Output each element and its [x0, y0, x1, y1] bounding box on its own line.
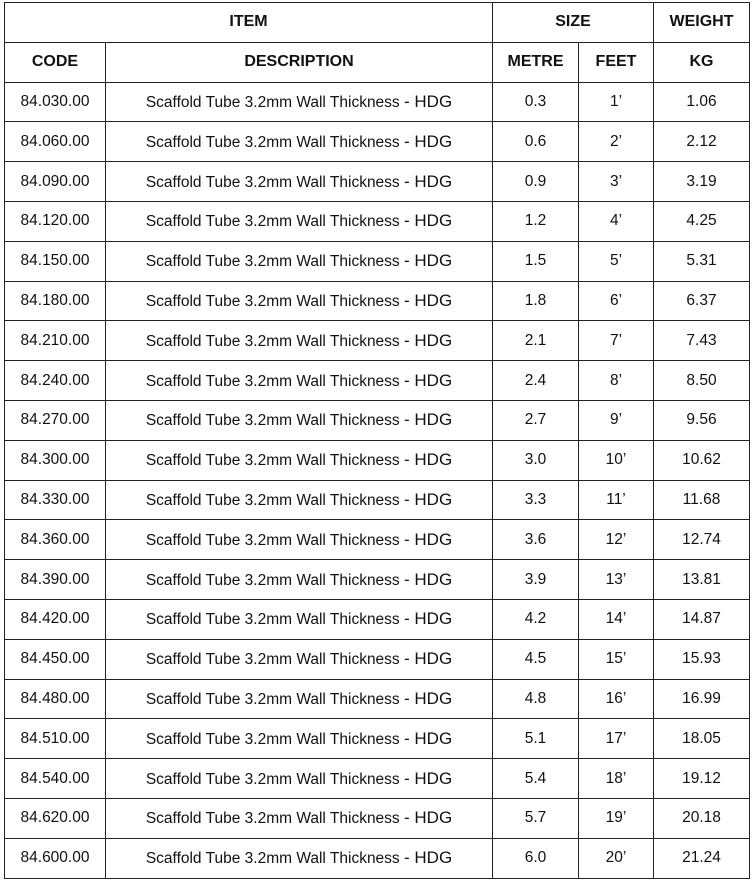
table-row: [5, 759, 750, 799]
metre-cell: 1.2: [493, 201, 579, 241]
feet-cell: 19’: [579, 798, 654, 838]
metre-cell: 1.5: [493, 241, 579, 281]
kg-cell: 15.93: [654, 639, 750, 679]
description-text: Scaffold Tube 3.2mm Wall Thickness: [145, 730, 400, 748]
kg-cell: 10.62: [654, 440, 750, 480]
metre-cell: 1.8: [493, 281, 579, 321]
description-text: Scaffold Tube 3.2mm Wall Thickness: [145, 491, 400, 509]
code-cell: 84.600.00: [5, 838, 106, 878]
feet-cell: 3’: [579, 162, 654, 202]
metre-cell: 5.7: [493, 798, 579, 838]
code-cell: 84.420.00: [5, 599, 106, 639]
kg-cell: 11.68: [654, 480, 750, 520]
header-row-columns: [5, 42, 750, 82]
code-cell: 84.540.00: [5, 759, 106, 799]
table-row: [5, 162, 750, 202]
code-cell: 84.240.00: [5, 361, 106, 401]
metre-cell: 2.1: [493, 321, 579, 361]
feet-cell: 10’: [579, 440, 654, 480]
code-cell: 84.510.00: [5, 719, 106, 759]
feet-cell: 6’: [579, 281, 654, 321]
metre-cell: 4.8: [493, 679, 579, 719]
header-weight: WEIGHT: [654, 3, 750, 43]
table-row: [5, 719, 750, 759]
finish-suffix: - HDG: [404, 410, 453, 430]
table-row: [5, 520, 750, 560]
kg-cell: 18.05: [654, 719, 750, 759]
metre-cell: 4.2: [493, 599, 579, 639]
code-cell: 84.360.00: [5, 520, 106, 560]
table-row: [5, 560, 750, 600]
table-row: [5, 361, 750, 401]
finish-suffix: - HDG: [404, 808, 453, 828]
metre-cell: 5.4: [493, 759, 579, 799]
kg-cell: 5.31: [654, 241, 750, 281]
finish-suffix: - HDG: [404, 91, 453, 111]
description-cell: [106, 440, 493, 480]
description-text: Scaffold Tube 3.2mm Wall Thickness: [145, 253, 400, 271]
finish-suffix: - HDG: [404, 529, 453, 549]
feet-cell: 18’: [579, 759, 654, 799]
feet-cell: 5’: [579, 241, 654, 281]
description-text: Scaffold Tube 3.2mm Wall Thickness: [145, 690, 400, 708]
feet-cell: 7’: [579, 321, 654, 361]
table-row: [5, 241, 750, 281]
kg-cell: 16.99: [654, 679, 750, 719]
finish-suffix: - HDG: [404, 370, 453, 390]
metre-cell: 0.9: [493, 162, 579, 202]
code-cell: 84.480.00: [5, 679, 106, 719]
kg-cell: 20.18: [654, 798, 750, 838]
table-row: [5, 122, 750, 162]
description-text: Scaffold Tube 3.2mm Wall Thickness: [145, 651, 400, 669]
description-text: Scaffold Tube 3.2mm Wall Thickness: [145, 611, 400, 629]
description-cell: [106, 321, 493, 361]
code-cell: 84.210.00: [5, 321, 106, 361]
description-cell: [106, 122, 493, 162]
code-cell: 84.620.00: [5, 798, 106, 838]
header-row-group: [5, 3, 750, 43]
kg-cell: 13.81: [654, 560, 750, 600]
kg-cell: 4.25: [654, 201, 750, 241]
kg-cell: 21.24: [654, 838, 750, 878]
finish-suffix: - HDG: [404, 171, 453, 191]
finish-suffix: - HDG: [404, 569, 453, 589]
feet-cell: 20’: [579, 838, 654, 878]
header-kg: KG: [654, 42, 750, 82]
table-row: [5, 400, 750, 440]
feet-cell: 16’: [579, 679, 654, 719]
metre-cell: 6.0: [493, 838, 579, 878]
metre-cell: 3.9: [493, 560, 579, 600]
description-cell: [106, 201, 493, 241]
description-text: Scaffold Tube 3.2mm Wall Thickness: [145, 93, 400, 111]
description-text: Scaffold Tube 3.2mm Wall Thickness: [145, 810, 400, 828]
finish-suffix: - HDG: [404, 848, 453, 868]
table-row: [5, 321, 750, 361]
code-cell: 84.090.00: [5, 162, 106, 202]
code-cell: 84.330.00: [5, 480, 106, 520]
feet-cell: 9’: [579, 400, 654, 440]
description-cell: [106, 838, 493, 878]
metre-cell: 4.5: [493, 639, 579, 679]
code-cell: 84.060.00: [5, 122, 106, 162]
feet-cell: 14’: [579, 599, 654, 639]
kg-cell: 12.74: [654, 520, 750, 560]
table-row: [5, 838, 750, 878]
description-cell: [106, 560, 493, 600]
description-cell: [106, 480, 493, 520]
table-row: [5, 599, 750, 639]
table-row: [5, 281, 750, 321]
finish-suffix: - HDG: [404, 649, 453, 669]
metre-cell: 2.4: [493, 361, 579, 401]
header-code: CODE: [5, 42, 106, 82]
description-cell: [106, 599, 493, 639]
kg-cell: 2.12: [654, 122, 750, 162]
description-cell: [106, 520, 493, 560]
table-row: [5, 798, 750, 838]
kg-cell: 19.12: [654, 759, 750, 799]
description-cell: [106, 241, 493, 281]
table-row: [5, 480, 750, 520]
description-cell: [106, 162, 493, 202]
description-text: Scaffold Tube 3.2mm Wall Thickness: [145, 531, 400, 549]
table-row: [5, 639, 750, 679]
description-text: Scaffold Tube 3.2mm Wall Thickness: [145, 850, 400, 868]
finish-suffix: - HDG: [404, 728, 453, 748]
product-table: [4, 2, 750, 879]
header-size: SIZE: [493, 3, 654, 43]
metre-cell: 3.0: [493, 440, 579, 480]
table-row: [5, 679, 750, 719]
description-cell: [106, 679, 493, 719]
header-metre: METRE: [493, 42, 579, 82]
metre-cell: 2.7: [493, 400, 579, 440]
description-text: Scaffold Tube 3.2mm Wall Thickness: [145, 332, 400, 350]
feet-cell: 8’: [579, 361, 654, 401]
metre-cell: 5.1: [493, 719, 579, 759]
description-cell: [106, 82, 493, 122]
code-cell: 84.450.00: [5, 639, 106, 679]
code-cell: 84.300.00: [5, 440, 106, 480]
kg-cell: 1.06: [654, 82, 750, 122]
metre-cell: 0.6: [493, 122, 579, 162]
kg-cell: 6.37: [654, 281, 750, 321]
description-text: Scaffold Tube 3.2mm Wall Thickness: [145, 292, 400, 310]
description-cell: [106, 400, 493, 440]
description-cell: [106, 759, 493, 799]
kg-cell: 8.50: [654, 361, 750, 401]
finish-suffix: - HDG: [404, 290, 453, 310]
finish-suffix: - HDG: [404, 768, 453, 788]
feet-cell: 17’: [579, 719, 654, 759]
table-row: [5, 82, 750, 122]
description-text: Scaffold Tube 3.2mm Wall Thickness: [145, 571, 400, 589]
feet-cell: 15’: [579, 639, 654, 679]
code-cell: 84.270.00: [5, 400, 106, 440]
feet-cell: 11’: [579, 480, 654, 520]
description-cell: [106, 798, 493, 838]
description-cell: [106, 281, 493, 321]
kg-cell: 7.43: [654, 321, 750, 361]
code-cell: 84.030.00: [5, 82, 106, 122]
feet-cell: 12’: [579, 520, 654, 560]
description-text: Scaffold Tube 3.2mm Wall Thickness: [145, 133, 400, 151]
feet-cell: 13’: [579, 560, 654, 600]
feet-cell: 1’: [579, 82, 654, 122]
header-description: DESCRIPTION: [106, 42, 493, 82]
code-cell: 84.180.00: [5, 281, 106, 321]
description-text: Scaffold Tube 3.2mm Wall Thickness: [145, 372, 400, 390]
finish-suffix: - HDG: [404, 688, 453, 708]
finish-suffix: - HDG: [404, 131, 453, 151]
description-text: Scaffold Tube 3.2mm Wall Thickness: [145, 213, 400, 231]
feet-cell: 4’: [579, 201, 654, 241]
description-text: Scaffold Tube 3.2mm Wall Thickness: [145, 412, 400, 430]
description-cell: [106, 719, 493, 759]
finish-suffix: - HDG: [404, 211, 453, 231]
code-cell: 84.390.00: [5, 560, 106, 600]
code-cell: 84.120.00: [5, 201, 106, 241]
description-text: Scaffold Tube 3.2mm Wall Thickness: [145, 452, 400, 470]
description-cell: [106, 361, 493, 401]
feet-cell: 2’: [579, 122, 654, 162]
kg-cell: 3.19: [654, 162, 750, 202]
table-row: [5, 440, 750, 480]
table-row: [5, 201, 750, 241]
code-cell: 84.150.00: [5, 241, 106, 281]
kg-cell: 9.56: [654, 400, 750, 440]
description-text: Scaffold Tube 3.2mm Wall Thickness: [145, 173, 400, 191]
kg-cell: 14.87: [654, 599, 750, 639]
finish-suffix: - HDG: [404, 450, 453, 470]
metre-cell: 3.3: [493, 480, 579, 520]
finish-suffix: - HDG: [404, 330, 453, 350]
metre-cell: 0.3: [493, 82, 579, 122]
metre-cell: 3.6: [493, 520, 579, 560]
finish-suffix: - HDG: [404, 251, 453, 271]
finish-suffix: - HDG: [404, 609, 453, 629]
finish-suffix: - HDG: [404, 489, 453, 509]
header-feet: FEET: [579, 42, 654, 82]
header-item: ITEM: [5, 3, 493, 43]
description-text: Scaffold Tube 3.2mm Wall Thickness: [145, 770, 400, 788]
description-cell: [106, 639, 493, 679]
